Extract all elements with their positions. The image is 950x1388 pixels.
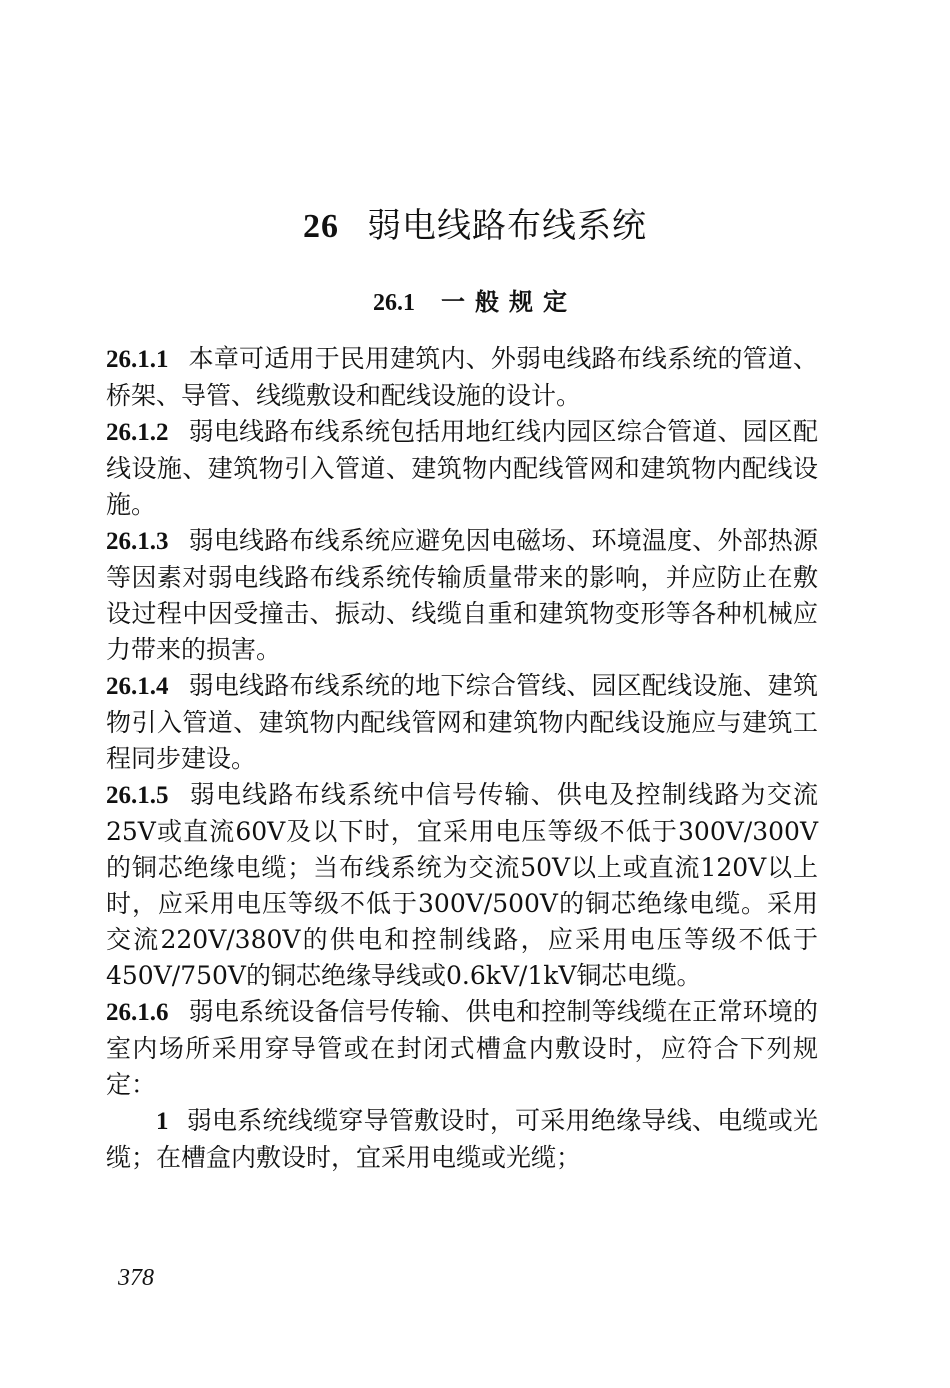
clause-number: 26.1.5 bbox=[106, 782, 169, 809]
clause-number: 26.1.4 bbox=[106, 673, 169, 700]
page-number: 378 bbox=[118, 1265, 154, 1291]
clause-text: 弱电线路布线系统中信号传输、供电及控制线路为交流25V或直流60V及以下时，宜采用电压等级不低于300V/300V的铜芯绝缘电缆；当布线系统为交流50V以上或直流120V以上时，应采用电压等级不低于300V/500V的铜芯绝缘电缆。采用交流220V/380V的供电和控制线路，应采用电压等级不低于450V/750V的铜芯绝缘导线或0.6kV/1kV铜芯电缆。 bbox=[106, 780, 818, 990]
section-number: 26.1 bbox=[373, 290, 415, 316]
clause-26-1-6 bbox=[106, 994, 818, 1103]
clause-26-1-5 bbox=[106, 777, 818, 994]
item-number: 1 bbox=[156, 1108, 169, 1135]
clause-26-1-4 bbox=[106, 668, 818, 777]
chapter-number: 26 bbox=[303, 208, 339, 245]
list-item-1 bbox=[106, 1103, 818, 1176]
clause-26-1-2 bbox=[106, 414, 818, 523]
clause-number: 26.1.6 bbox=[106, 999, 169, 1026]
clause-number: 26.1.2 bbox=[106, 419, 169, 446]
clause-number: 26.1.3 bbox=[106, 528, 169, 555]
body-text bbox=[106, 341, 818, 1176]
clause-text: 弱电系统设备信号传输、供电和控制等线缆在正常环境的室内场所采用穿导管或在封闭式槽盒内敷设时，应符合下列规定： bbox=[106, 997, 818, 1099]
clause-number: 26.1.1 bbox=[106, 346, 169, 373]
clause-text: 弱电线路布线系统的地下综合管线、园区配线设施、建筑物引入管道、建筑物内配线管网和建筑物内配线设施应与建筑工程同步建设。 bbox=[106, 671, 818, 773]
clause-26-1-3 bbox=[106, 523, 818, 668]
item-text: 弱电系统线缆穿导管敷设时，可采用绝缘导线、电缆或光缆；在槽盒内敷设时，宜采用电缆或光缆； bbox=[106, 1106, 818, 1172]
clause-text: 弱电线路布线系统包括用地红线内园区综合管道、园区配线设施、建筑物引入管道、建筑物内配线管网和建筑物内配线设施。 bbox=[106, 417, 818, 519]
section-title bbox=[0, 284, 950, 321]
chapter-title-text: 弱电线路布线系统 bbox=[367, 206, 647, 246]
clause-26-1-1 bbox=[106, 341, 818, 414]
section-title-text: 一般规定 bbox=[441, 287, 577, 316]
clause-text: 弱电线路布线系统应避免因电磁场、环境温度、外部热源等因素对弱电线路布线系统传输质量带来的影响，并应防止在敷设过程中因受撞击、振动、线缆自重和建筑物变形等各种机械应力带来的损害。 bbox=[106, 526, 818, 664]
clause-text: 本章可适用于民用建筑内、外弱电线路布线系统的管道、桥架、导管、线缆敷设和配线设施的设计。 bbox=[106, 344, 818, 410]
chapter-title bbox=[0, 202, 950, 251]
